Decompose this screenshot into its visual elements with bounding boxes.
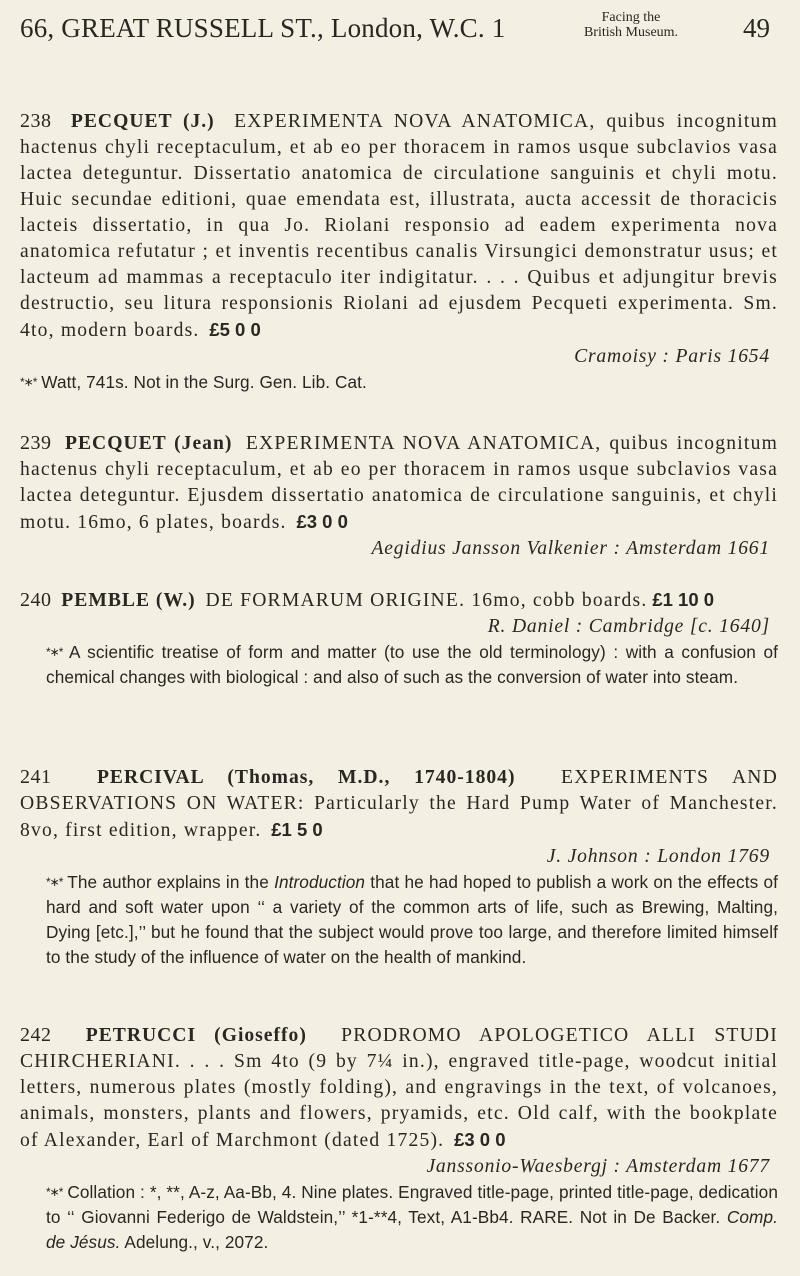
entry-imprint: Cramoisy : Paris 1654 [574,346,770,367]
address-line: 66, GREAT RUSSELL ST., London, W.C. 1 [20,13,506,43]
lot-number: 239 [20,432,52,454]
entry-price: £1 5 0 [271,819,323,840]
entry-description: EXPERIMENTA NOVA ANATOMICA, quibus incognitum hactenus chyli receptaculum, et ab eo per thoracem in ramos usque subclavios vasa lactea deteguntur. Dissertatio anatomica de circulatione sanguinis et chyli motu. Huic secundae editioni, quae emendata est, illustrata, aucta accessit de thoracicis lacteis dissertatio, in qua Jo. Riolani responsio ad eadem experimenta nova anatomica refutatur ; et inventis recentibus canalis Virsungici demonstratur usus; et lacteum ad mammas a receptaculo iter indigitatur. . . . Quibus et adjungitur brevis destructio, seu litura responsionis Riolani ad ejusdem Pecqueti experimenta. Sm. 4to, modern boards. [20,111,778,341]
catalogue-entry-239 [20,430,778,562]
entry-note-start: The author explains in the [67,872,275,892]
entry-note-emphasis: Comp. de Jésus. [46,1207,778,1252]
catalogue-entry-238 [20,108,778,395]
facing-note: Facing the British Museum. [583,10,679,40]
entry-author: PECQUET (Jean) [65,433,233,454]
entry-author: PETRUCCI (Gioseffo) [85,1025,307,1046]
entry-note-start: Collation : *, **, A-z, Aa-Bb, 4. Nine plates. Engraved title-page, printed title-page, dedication to ‘‘ Giovanni Federigo de Waldstein,’’ *1-**4, Text, A1-Bb4. RARE. Not in De Backer. [46,1182,778,1227]
entry-note-end: that he had hoped to publish a work on the effects of hard and soft water upon ‘‘ a variety of the common arts of life, such as Brewing, Malting, Dying [etc.],’’ but he found that the subject would prove too large, and therefore limited himself to the study of the influence of water on the health of mankind. [46,872,778,967]
lot-number: 238 [20,110,52,132]
entry-price: £3 0 0 [454,1129,506,1150]
catalogue-entry-242 [20,1022,778,1255]
entry-imprint: Janssonio-Waesbergj : Amsterdam 1677 [426,1156,770,1177]
running-head [20,4,778,52]
entry-description: EXPERIMENTS AND OBSERVATIONS ON WATER: Particularly the Hard Pump Water of Manchester. 8vo, first edition, wrapper. [20,767,779,841]
asterism-icon: *∗* [46,875,63,889]
entry-imprint: Aegidius Jansson Valkenier : Amsterdam 1661 [371,538,770,559]
entry-imprint: J. Johnson : London 1769 [546,846,770,867]
entry-note: Watt, 741s. Not in the Surg. Gen. Lib. Cat. [41,372,367,392]
entry-description: EXPERIMENTA NOVA ANATOMICA, quibus incognitum hactenus chyli receptaculum, et ab eo per thoracem in ramos usque subclavios vasa lactea deteguntur. Ejusdem dissertatio anatomica de circulatione sanguinis, et chyli motu. 16mo, 6 plates, boards. [20,433,779,533]
lot-number: 240 [20,589,52,611]
catalogue-entry-240 [20,587,778,690]
lot-number: 241 [20,766,52,788]
catalogue-page [0,4,800,1276]
entry-imprint: R. Daniel : Cambridge [c. 1640] [487,616,770,637]
entry-price: £5 0 0 [209,319,261,340]
entry-note-emphasis: Introduction [274,872,366,892]
lot-number: 242 [20,1024,52,1046]
entry-note-end: Adelung., v., 2072. [120,1232,269,1252]
entry-price: £3 0 0 [296,511,348,532]
entry-price: £1 10 0 [652,589,715,610]
catalogue-entry-241 [20,764,778,970]
page-number: 49 [743,13,770,43]
asterism-icon: *∗* [46,1185,63,1199]
entry-description: DE FORMARUM ORIGINE. 16mo, cobb boards. [205,590,648,611]
asterism-icon: *∗* [20,375,37,389]
asterism-icon: *∗* [46,645,63,659]
entry-author: PERCIVAL (Thomas, M.D., 1740-1804) [96,767,516,788]
entry-author: PEMBLE (W.) [61,590,196,611]
entry-description: PRODROMO APOLOGETICO ALLI STUDI CHIRCHERIANI. . . . Sm 4to (9 by 7¼ in.), engraved title-page, woodcut initial letters, numerous plates (mostly folding), and engravings in the text, of volcanoes, animals, monsters, plants and flowers, pryamids, etc. Old calf, with the bookplate of Alexander, Earl of Marchmont (dated 1725). [20,1025,779,1151]
entry-author: PECQUET (J.) [70,111,215,132]
entry-note: A scientific treatise of form and matter (to use the old terminology) : with a confusion of chemical changes with biological : and also of such as the conversion of water into steam. [46,642,778,687]
